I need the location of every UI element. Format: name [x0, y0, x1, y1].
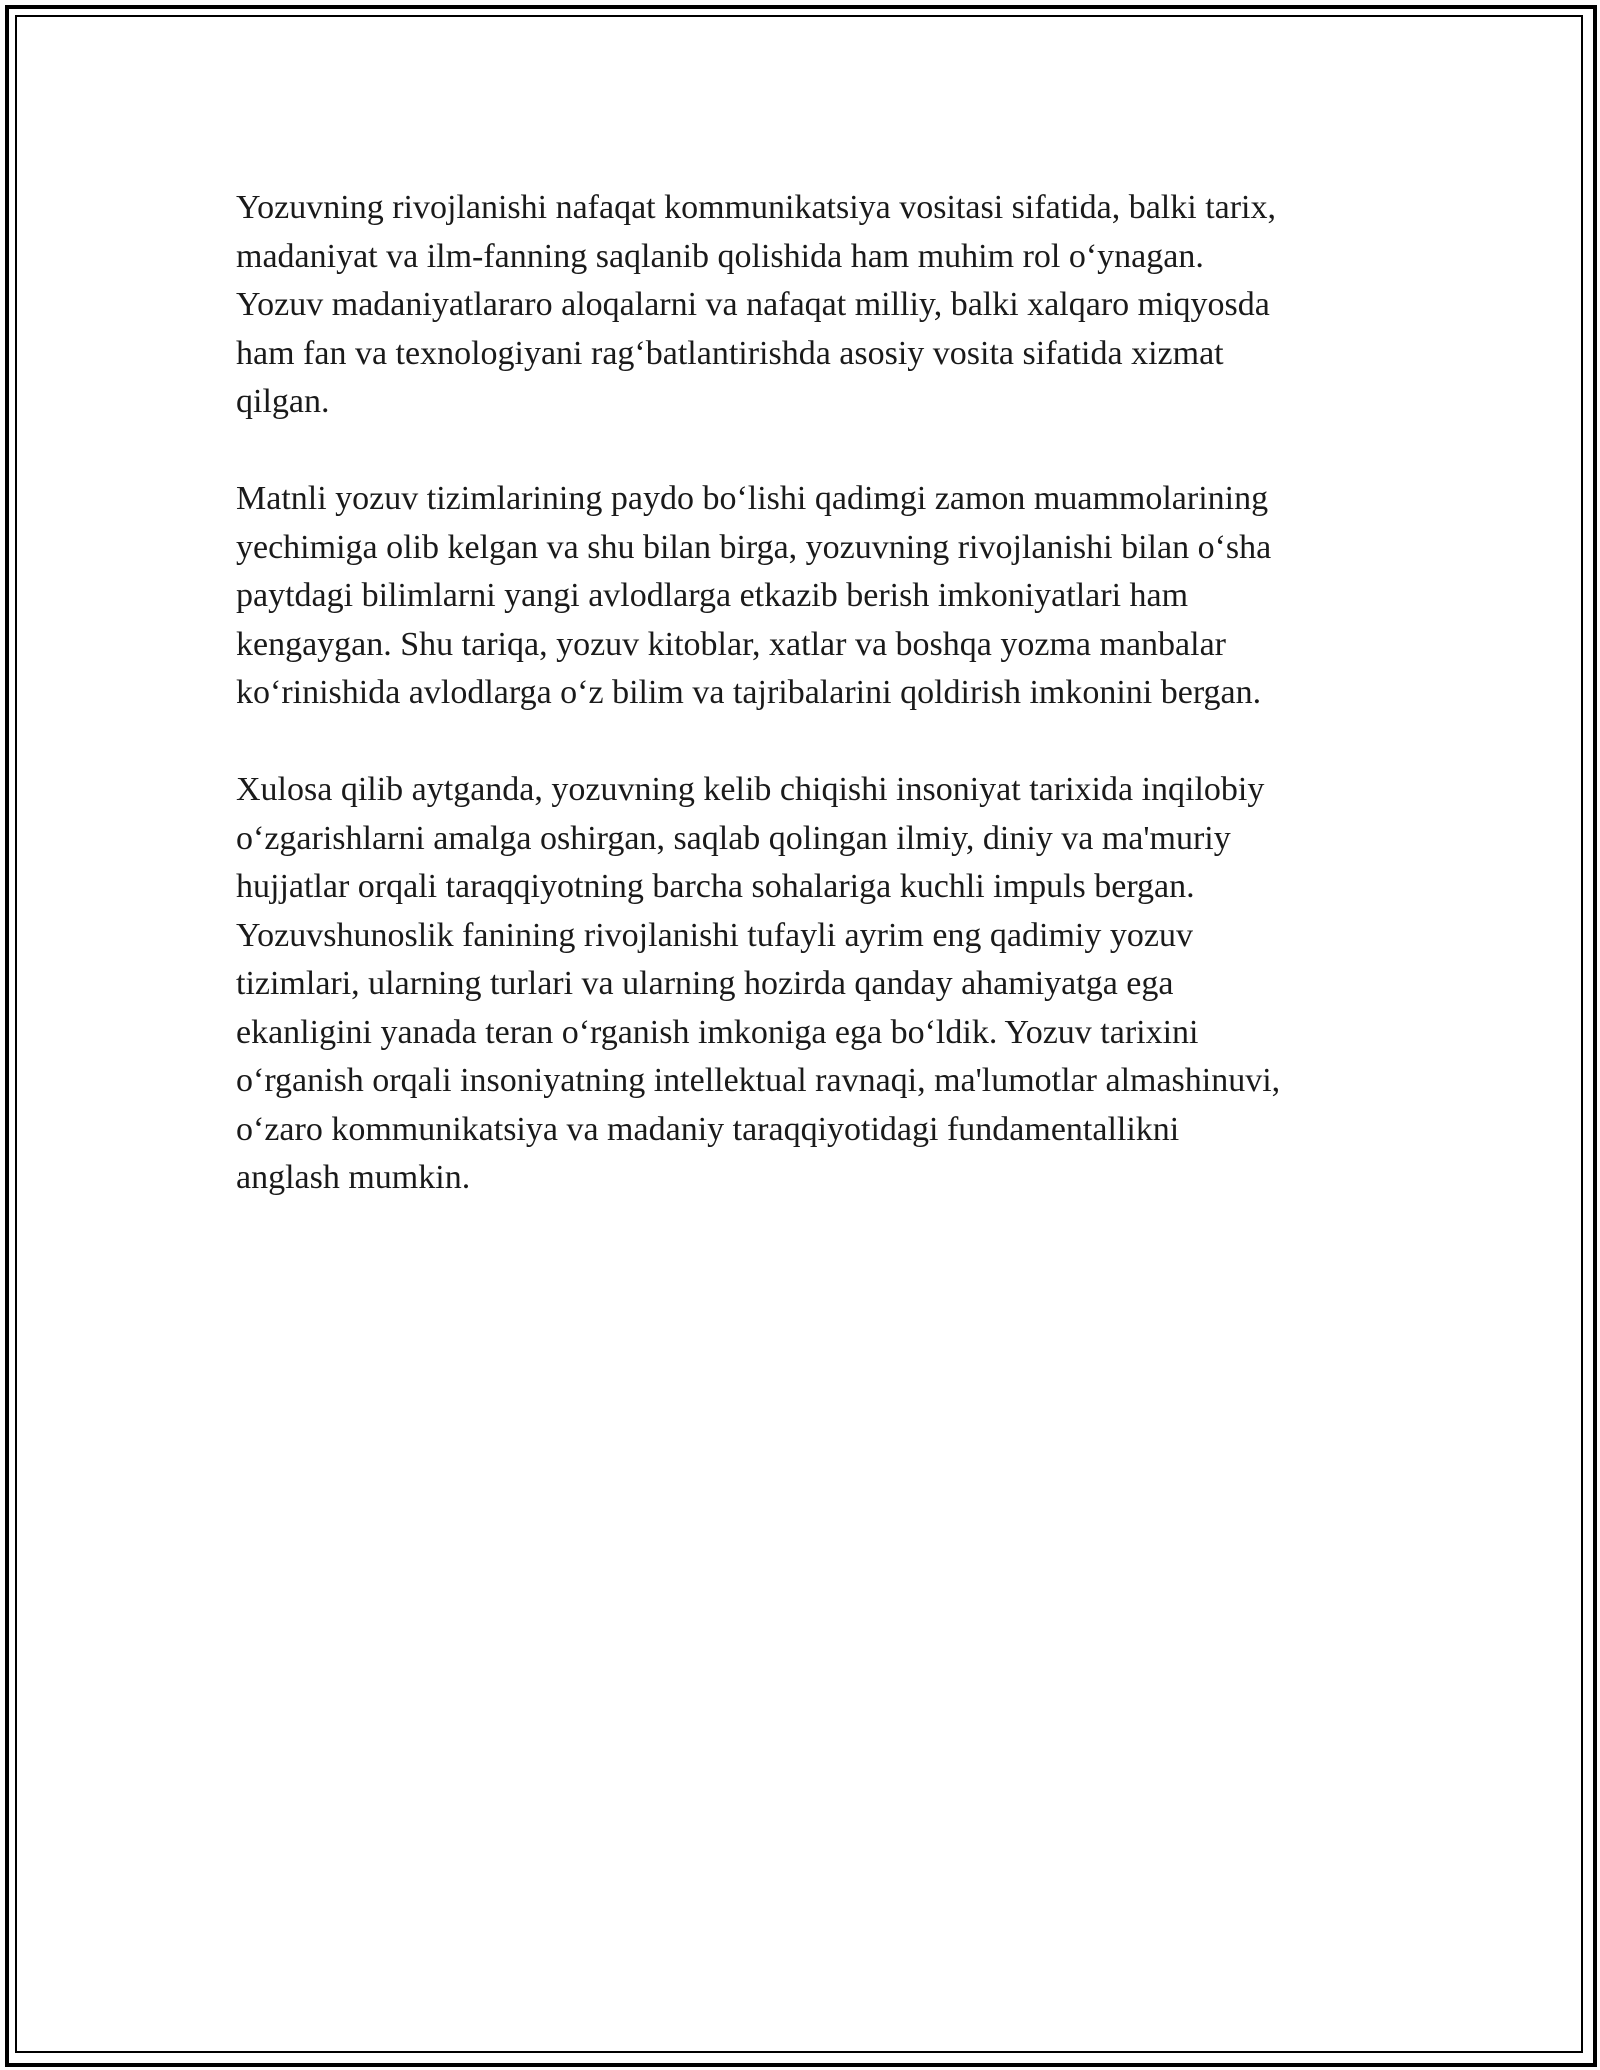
paragraph-1: Yozuvning rivojlanishi nafaqat kommunikatsiya vositasi sifatida, balki tarix, madaniyat va ilm-fanning saqlanib qolishida ham muhim rol o‘ynagan. Yozuv madaniyatlararo aloqalarni va nafaqat milliy, balki xalqaro miqyosda ham fan va texnologiyani rag‘batlantirishda asosiy vosita sifatida xizmat qilgan. — [236, 189, 1277, 420]
paragraph-2: Matnli yozuv tizimlarining paydo bo‘lishi qadimgi zamon muammolarining yechimiga olib kelgan va shu bilan birga, yozuvning rivojlanishi bilan o‘sha paytdagi bilimlarni yangi avlodlarga etkazib berish imkoniyatlari ham kengaygan. Shu tariqa, yozuv kitoblar, xatlar va boshqa yozma manbalar ko‘rinishida avlodlarga o‘z bilim va tajribalarini qoldirish imkonini bergan. — [236, 480, 1272, 711]
paragraph-3: Xulosa qilib aytganda, yozuvning kelib chiqishi insoniyat tarixida inqilobiy o‘zgarishlarni amalga oshirgan, saqlab qolingan ilmiy, diniy va ma'muriy hujjatlar orqali taraqqiyotning barcha sohalariga kuchli impuls bergan. Yozuvshunoslik fanining rivojlanishi tufayli ayrim eng qadimiy yozuv tizimlari, ularning turlari va ularning hozirda qanday ahamiyatga ega ekanligini yanada teran o‘rganish imkoniga ega bo‘ldik. Yozuv tarixini o‘rganish orqali insoniyatning intellektual ravnaqi, ma'lumotlar almashinuvi, o‘zaro kommunikatsiya va madaniy taraqqiyotidagi fundamentallikni anglash mumkin. — [236, 771, 1281, 1196]
document-body — [236, 184, 1396, 1251]
